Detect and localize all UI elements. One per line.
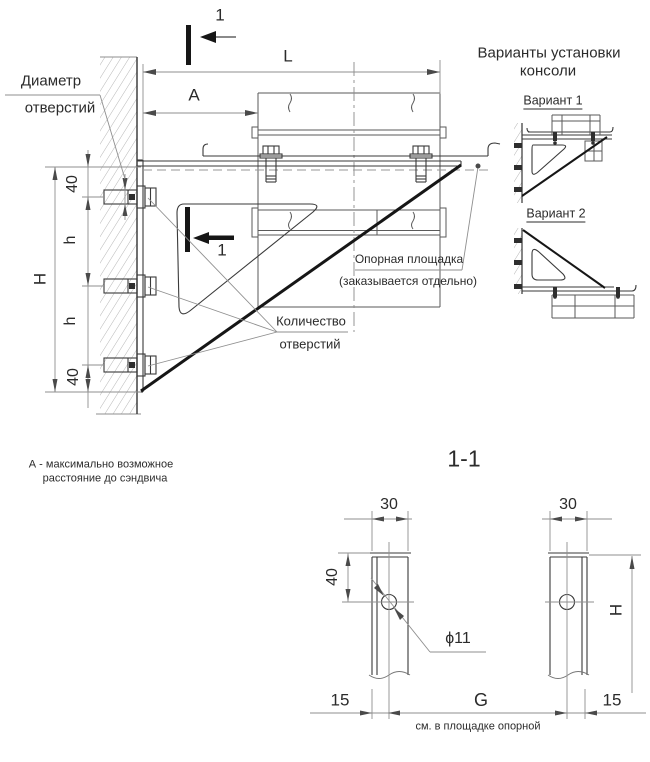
variant2-label: Вариант 2: [526, 206, 586, 221]
dim-h-upper-label: h: [62, 235, 79, 245]
platform-bolts: [260, 146, 432, 182]
variants-title-line2: консоли: [519, 62, 577, 80]
gap-note-label: см. в площадке опорной: [415, 720, 541, 733]
dim-hole-diameter-label: ϕ11: [445, 630, 471, 647]
hole-diameter-callout-line1: Диаметр: [20, 72, 82, 90]
section-cut-marks: [185, 25, 236, 252]
variant1-drawing: [514, 115, 613, 203]
dim-30-right-label: 30: [559, 496, 577, 513]
platform-bolt: [260, 146, 282, 182]
dim-30-left-label: 30: [380, 496, 398, 513]
hole-count-callout-line1: Количество: [276, 313, 346, 329]
footnote-line1: А - максимально возможное: [28, 458, 174, 471]
footnote-line2: расстояние до сэндвича: [42, 472, 168, 485]
gusset-cutout: [177, 204, 317, 314]
section-cut-inner-label: 1: [217, 240, 227, 260]
dim-G-label: G: [473, 690, 489, 710]
hole-diameter-callout-line2: отверстий: [24, 99, 96, 117]
dim-15-left-label: 15: [330, 690, 350, 710]
dim-15-right-label: 15: [602, 690, 622, 710]
dim-40-section-label: 40: [324, 568, 341, 586]
variant1-label: Вариант 1: [523, 93, 583, 108]
dim-h-lower-label: h: [62, 316, 79, 326]
section-view-right-plate: [542, 511, 641, 719]
wall-hatch: [96, 57, 141, 414]
dim-40-bottom-label: 40: [65, 368, 82, 386]
dim-H-label: H: [30, 272, 50, 286]
platform-bolt: [410, 146, 432, 182]
support-plate-callout-line1: Опорная площадка: [354, 252, 464, 266]
dim-H-section-label: Н: [606, 603, 626, 617]
variant2-drawing: [514, 228, 636, 318]
section-view-left-plate: [338, 511, 489, 719]
section-cut-top-label: 1: [215, 5, 225, 25]
variants-title-line1: Варианты установки: [477, 44, 621, 62]
hole-count-callout-line2: отверстий: [279, 336, 341, 352]
dim-40-top-label: 40: [64, 175, 81, 193]
dim-A-label: A: [188, 85, 200, 105]
support-plate-callout-line2: (заказывается отдельно): [338, 274, 478, 288]
dim-L-label: L: [283, 46, 293, 66]
section-view-title: 1-1: [447, 445, 481, 472]
